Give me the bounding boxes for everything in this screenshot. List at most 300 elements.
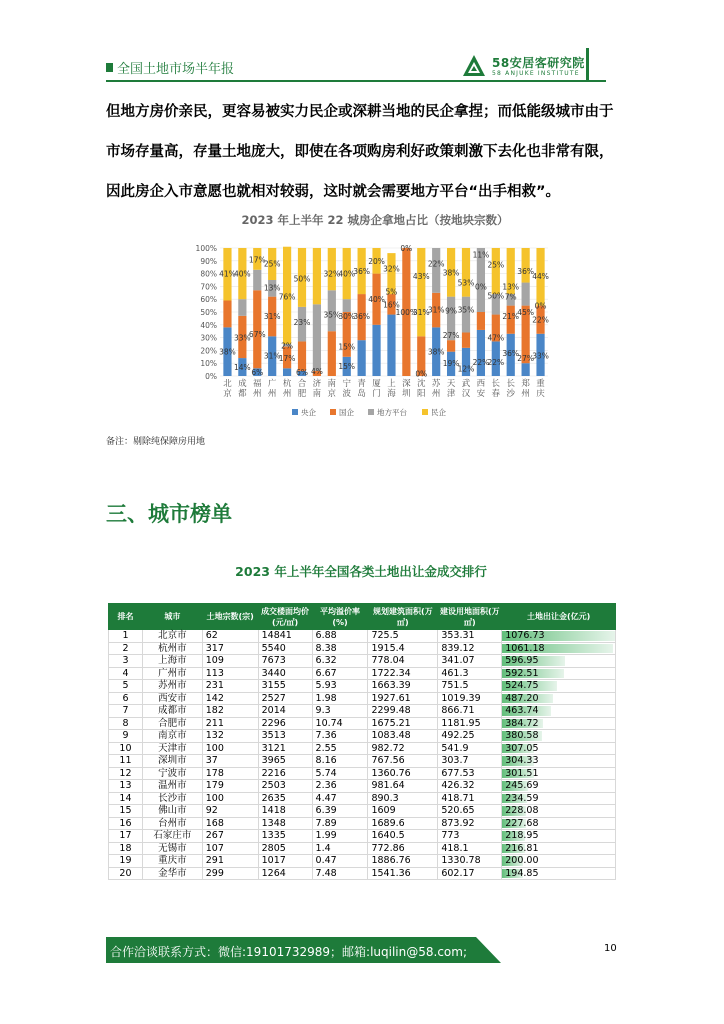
data-label: 40% xyxy=(368,295,385,305)
data-label: 33% xyxy=(234,333,251,343)
table-cell: 873.92 xyxy=(438,817,502,830)
data-label: 50% xyxy=(487,291,505,301)
table-cell: 299 xyxy=(202,867,258,880)
table-cell: 杭州市 xyxy=(142,642,202,655)
data-label: 36% xyxy=(517,267,534,277)
table-cell: 1.98 xyxy=(312,692,368,705)
cell-value: 301.51 xyxy=(505,767,539,779)
header-square-icon xyxy=(106,63,113,72)
table-cell: 10 xyxy=(109,742,143,755)
y-tick-label: 60% xyxy=(200,295,217,305)
table-cell: 5.93 xyxy=(312,680,368,693)
table-cell: 金华市 xyxy=(142,867,202,880)
table-cell xyxy=(502,767,616,780)
column-header: 城市 xyxy=(142,604,202,630)
table-cell: 492.25 xyxy=(438,730,502,743)
table-cell: 982.72 xyxy=(368,742,438,755)
x-tick-label: 京 xyxy=(223,389,232,399)
data-label: 14% xyxy=(234,363,251,373)
ranking-table xyxy=(108,603,616,880)
data-label: 40% xyxy=(234,269,251,279)
cell-value: 1061.18 xyxy=(505,642,545,654)
x-tick-label: 武 xyxy=(461,379,471,389)
table-cell: 15 xyxy=(109,805,143,818)
data-label: 41% xyxy=(219,269,236,279)
table-cell: 317 xyxy=(202,642,258,655)
table-cell: 1330.78 xyxy=(438,855,502,868)
x-tick-label: 济 xyxy=(312,379,322,389)
table-cell: 10.74 xyxy=(312,717,368,730)
table-cell: 7673 xyxy=(258,655,312,668)
table-cell: 772.86 xyxy=(368,842,438,855)
table-cell xyxy=(502,655,616,668)
table-cell xyxy=(502,680,616,693)
x-tick-label: 波 xyxy=(342,389,351,399)
table-cell: 211 xyxy=(202,717,258,730)
cell-value: 380.58 xyxy=(505,730,539,742)
column-header: 排名 xyxy=(109,604,143,630)
table-cell xyxy=(502,842,616,855)
table-cell: 14 xyxy=(109,792,143,805)
cell-value: 218.95 xyxy=(505,830,539,842)
table-cell: 677.53 xyxy=(438,767,502,780)
table-cell: 751.5 xyxy=(438,680,502,693)
x-tick-label: 福 xyxy=(253,379,262,389)
legend-label: 地方平台 xyxy=(377,408,407,417)
bar-segment xyxy=(432,248,440,293)
table-cell: 109 xyxy=(202,655,258,668)
table-cell: 3440 xyxy=(258,667,312,680)
table-cell: 20 xyxy=(109,867,143,880)
header-title: 全国土地市场半年报 xyxy=(117,62,235,77)
table-header-row xyxy=(109,604,616,630)
data-label: 31% xyxy=(263,351,281,361)
table-cell: 1663.39 xyxy=(368,680,438,693)
x-tick-label: 长 xyxy=(506,379,515,389)
data-label: 0% xyxy=(400,244,413,253)
cell-value: 304.33 xyxy=(505,755,539,767)
table-cell: 1915.4 xyxy=(368,642,438,655)
x-tick-label: 沈 xyxy=(417,379,426,389)
x-tick-label: 苏 xyxy=(431,379,441,389)
chart-note: 备注：剔除纯保障房用地 xyxy=(106,437,206,447)
x-tick-label: 安 xyxy=(476,389,486,399)
table-cell: 宁波市 xyxy=(142,767,202,780)
table-cell: 1360.76 xyxy=(368,767,438,780)
table-cell xyxy=(502,742,616,755)
table-row xyxy=(109,630,616,643)
table-row xyxy=(109,817,616,830)
table-cell: 6.39 xyxy=(312,805,368,818)
x-tick-label: 都 xyxy=(238,389,247,399)
table-cell: 2635 xyxy=(258,792,312,805)
table-cell: 1348 xyxy=(258,817,312,830)
data-label: 38% xyxy=(427,347,445,357)
data-label: 25% xyxy=(487,260,505,270)
data-label: 36% xyxy=(353,267,370,277)
x-tick-label: 深 xyxy=(402,379,411,389)
column-header: 土地出让金(亿元) xyxy=(502,604,616,630)
table-cell: 上海市 xyxy=(142,655,202,668)
data-label: 13% xyxy=(502,282,520,292)
legend-swatch xyxy=(422,409,428,415)
x-tick-label: 海 xyxy=(387,389,396,399)
table-cell: 1019.39 xyxy=(438,692,502,705)
data-label: 13% xyxy=(263,283,281,293)
data-label: 67% xyxy=(248,329,266,339)
table-row xyxy=(109,792,616,805)
data-label: 17% xyxy=(278,354,296,364)
table-cell: 4.47 xyxy=(312,792,368,805)
table-cell: 6.88 xyxy=(312,630,368,643)
column-header: 建设用地面积(万㎡) xyxy=(438,604,502,630)
table-cell xyxy=(502,692,616,705)
data-label: 23% xyxy=(293,318,311,328)
table-cell: 苏州市 xyxy=(142,680,202,693)
x-tick-label: 春 xyxy=(491,389,501,399)
table-cell: 866.71 xyxy=(438,705,502,718)
table-cell: 1722.34 xyxy=(368,667,438,680)
table-cell: 92 xyxy=(202,805,258,818)
table-cell: 37 xyxy=(202,755,258,768)
table-cell: 1017 xyxy=(258,855,312,868)
bar-segment xyxy=(253,270,261,290)
table-cell: 1264 xyxy=(258,867,312,880)
data-label: 16% xyxy=(383,300,400,310)
table-cell: 6.67 xyxy=(312,667,368,680)
legend-swatch xyxy=(368,409,374,415)
table-cell: 341.07 xyxy=(438,655,502,668)
bar-segment xyxy=(462,332,470,347)
table-cell: 981.64 xyxy=(368,780,438,793)
table-cell: 成都市 xyxy=(142,705,202,718)
bar-segment xyxy=(462,297,470,333)
table-cell xyxy=(502,755,616,768)
data-label: 35% xyxy=(457,305,475,315)
data-label: 44% xyxy=(532,272,549,282)
table-row xyxy=(109,842,616,855)
table-cell: 16 xyxy=(109,817,143,830)
table-cell: 231 xyxy=(202,680,258,693)
data-label: 2% xyxy=(281,341,294,351)
x-tick-label: 合 xyxy=(297,379,307,389)
chart-title: 2023 年上半年 22 城房企拿地占比（按地块宗数） xyxy=(241,213,509,227)
table-cell: 2296 xyxy=(258,717,312,730)
table-cell: 2.55 xyxy=(312,742,368,755)
table-cell: 石家庄市 xyxy=(142,830,202,843)
cell-value: 194.85 xyxy=(505,867,539,879)
table-cell: 1689.6 xyxy=(368,817,438,830)
table-cell: 0.47 xyxy=(312,855,368,868)
x-tick-label: 天 xyxy=(446,379,456,389)
x-tick-label: 宁 xyxy=(342,379,351,389)
bar-segment xyxy=(522,363,530,376)
data-label: 31% xyxy=(263,311,281,321)
page-number: 10 xyxy=(604,943,617,954)
table-cell: 5.74 xyxy=(312,767,368,780)
logo-triangle-icon xyxy=(462,54,486,78)
x-tick-label: 重 xyxy=(536,379,545,389)
data-label: 20% xyxy=(368,256,385,266)
logo xyxy=(462,52,612,82)
x-tick-label: 南 xyxy=(312,389,322,399)
table-cell: 2805 xyxy=(258,842,312,855)
x-tick-label: 州 xyxy=(267,389,277,399)
y-tick-label: 30% xyxy=(200,333,217,343)
data-label: 38% xyxy=(442,268,460,278)
table-cell: 8.16 xyxy=(312,755,368,768)
table-cell: 267 xyxy=(202,830,258,843)
y-tick-label: 20% xyxy=(200,346,217,356)
table-cell xyxy=(502,805,616,818)
x-tick-label: 州 xyxy=(253,389,262,399)
table-row xyxy=(109,767,616,780)
table-cell: 2014 xyxy=(258,705,312,718)
data-label: 22% xyxy=(472,357,490,367)
table-cell: 1181.95 xyxy=(438,717,502,730)
table-cell: 291 xyxy=(202,855,258,868)
data-label: 25% xyxy=(263,259,281,269)
logo-name: 58安居客研究院 xyxy=(492,56,585,70)
table-cell: 1640.5 xyxy=(368,830,438,843)
table-cell: 5 xyxy=(109,680,143,693)
table-cell: 418.71 xyxy=(438,792,502,805)
data-label: 32% xyxy=(383,264,400,274)
column-header: 土地宗数(宗) xyxy=(202,604,258,630)
x-tick-label: 阳 xyxy=(417,389,426,399)
y-tick-label: 90% xyxy=(200,256,217,266)
table-cell: 4 xyxy=(109,667,143,680)
data-label: 35% xyxy=(323,310,341,320)
table-row xyxy=(109,642,616,655)
bar-segment xyxy=(462,248,470,297)
x-tick-label: 州 xyxy=(521,389,530,399)
table-cell xyxy=(502,867,616,880)
table-cell: 179 xyxy=(202,780,258,793)
table-cell: 温州市 xyxy=(142,780,202,793)
table-cell: 1541.36 xyxy=(368,867,438,880)
y-tick-label: 80% xyxy=(200,269,217,279)
table-cell: 3513 xyxy=(258,730,312,743)
table-cell: 13 xyxy=(109,780,143,793)
table-cell: 9.3 xyxy=(312,705,368,718)
table-cell: 6 xyxy=(109,692,143,705)
table-row xyxy=(109,730,616,743)
table-cell: 1886.76 xyxy=(368,855,438,868)
data-label: 40% xyxy=(338,269,356,279)
x-tick-label: 州 xyxy=(282,389,292,399)
data-label: 38% xyxy=(219,347,236,357)
table-cell xyxy=(502,730,616,743)
table-row xyxy=(109,680,616,693)
stacked-bar-chart xyxy=(190,208,560,423)
table-cell: 113 xyxy=(202,667,258,680)
table-cell: 2503 xyxy=(258,780,312,793)
data-label: 31% xyxy=(427,305,445,315)
table-cell: 台州市 xyxy=(142,817,202,830)
table-cell: 广州市 xyxy=(142,667,202,680)
data-label: 6% xyxy=(251,368,264,378)
x-tick-label: 南 xyxy=(327,379,337,389)
data-label: 0% xyxy=(534,301,547,311)
x-tick-label: 京 xyxy=(327,389,337,399)
table-cell: 767.56 xyxy=(368,755,438,768)
y-tick-label: 0% xyxy=(205,372,217,381)
table-cell: 无锡市 xyxy=(142,842,202,855)
data-label: 19% xyxy=(442,359,460,369)
data-label: 0% xyxy=(474,282,487,292)
x-tick-label: 州 xyxy=(431,389,441,399)
cell-value: 463.74 xyxy=(505,705,539,717)
data-label: 100% xyxy=(395,308,418,317)
table-row xyxy=(109,692,616,705)
table-cell xyxy=(502,717,616,730)
bar-segment xyxy=(358,340,366,376)
table-cell: 19 xyxy=(109,855,143,868)
data-label: 4% xyxy=(310,366,323,376)
data-label: 32% xyxy=(323,269,341,279)
x-tick-label: 厦 xyxy=(372,379,381,389)
bar-segment xyxy=(313,248,321,304)
table-row xyxy=(109,705,616,718)
data-label: 6% xyxy=(296,368,308,378)
data-label: 0% xyxy=(415,369,428,379)
table-cell: 8 xyxy=(109,717,143,730)
table-cell: 深圳市 xyxy=(142,755,202,768)
table-cell: 1 xyxy=(109,630,143,643)
table-row xyxy=(109,867,616,880)
x-tick-label: 青 xyxy=(357,379,366,389)
data-label: 17% xyxy=(248,255,266,265)
data-label: 22% xyxy=(487,357,505,367)
data-label: 7% xyxy=(504,292,517,302)
header-vertical-bar xyxy=(586,48,589,80)
data-label: 31% xyxy=(412,308,430,317)
table-cell: 725.5 xyxy=(368,630,438,643)
table-cell: 7.89 xyxy=(312,817,368,830)
x-tick-label: 北 xyxy=(223,379,232,389)
bar-segment xyxy=(372,325,380,376)
table-cell: 890.3 xyxy=(368,792,438,805)
x-tick-label: 西 xyxy=(476,379,486,389)
bar-segment xyxy=(492,248,500,294)
y-tick-label: 100% xyxy=(195,244,217,253)
data-label: 50% xyxy=(293,274,311,284)
table-cell: 6.32 xyxy=(312,655,368,668)
table-cell: 2216 xyxy=(258,767,312,780)
table-cell: 1335 xyxy=(258,830,312,843)
cell-value: 384.72 xyxy=(505,717,539,729)
x-tick-label: 门 xyxy=(372,389,381,399)
table-cell: 541.9 xyxy=(438,742,502,755)
bar-segment xyxy=(223,300,231,327)
bar-segment xyxy=(522,248,530,283)
data-label: 22% xyxy=(427,259,445,269)
table-cell: 3121 xyxy=(258,742,312,755)
table-row xyxy=(109,667,616,680)
table-cell: 132 xyxy=(202,730,258,743)
cell-value: 216.81 xyxy=(505,842,539,854)
table-cell: 142 xyxy=(202,692,258,705)
data-label: 11% xyxy=(472,250,490,260)
table-cell: 7 xyxy=(109,705,143,718)
table-cell: 3155 xyxy=(258,680,312,693)
table-cell xyxy=(502,780,616,793)
footer-contact: 合作洽谈联系方式：微信:19101732989；邮箱:luqilin@58.com; xyxy=(110,945,467,959)
table-cell: 426.32 xyxy=(438,780,502,793)
table-cell: 520.65 xyxy=(438,805,502,818)
table-cell: 重庆市 xyxy=(142,855,202,868)
bar-segment xyxy=(313,304,321,371)
table-cell: 303.7 xyxy=(438,755,502,768)
x-tick-label: 广 xyxy=(267,379,277,389)
bar-segment xyxy=(328,331,336,376)
data-label: 47% xyxy=(487,333,505,343)
table-cell: 18 xyxy=(109,842,143,855)
table-cell: 9 xyxy=(109,730,143,743)
table-cell: 100 xyxy=(202,792,258,805)
x-tick-label: 郑 xyxy=(521,379,530,389)
table-cell xyxy=(502,855,616,868)
table-row xyxy=(109,780,616,793)
bar-segment xyxy=(238,299,246,316)
cell-value: 1076.73 xyxy=(505,630,545,642)
data-label: 36% xyxy=(353,311,370,321)
legend-label: 央企 xyxy=(301,408,316,417)
y-tick-label: 50% xyxy=(200,308,217,317)
table-cell: 11 xyxy=(109,755,143,768)
x-tick-label: 上 xyxy=(387,379,396,389)
cell-value: 307.05 xyxy=(505,742,539,754)
table-cell: 14841 xyxy=(258,630,312,643)
data-label: 15% xyxy=(338,361,356,371)
data-label: 36% xyxy=(502,348,520,358)
x-tick-label: 岛 xyxy=(357,389,366,399)
table-cell: 2527 xyxy=(258,692,312,705)
column-header: 规划建筑面积(万㎡) xyxy=(368,604,438,630)
data-label: 15% xyxy=(338,342,356,352)
legend-label: 民企 xyxy=(431,408,446,417)
table-cell: 8.38 xyxy=(312,642,368,655)
bar-segment xyxy=(343,299,351,312)
table-cell: 12 xyxy=(109,767,143,780)
y-tick-label: 10% xyxy=(200,359,217,369)
table-cell xyxy=(502,642,616,655)
table-cell: 773 xyxy=(438,830,502,843)
table-cell xyxy=(502,667,616,680)
table-cell xyxy=(502,817,616,830)
x-tick-label: 肥 xyxy=(297,389,307,399)
table-cell: 5540 xyxy=(258,642,312,655)
table-cell: 西安市 xyxy=(142,692,202,705)
x-tick-label: 汉 xyxy=(461,389,471,399)
cell-value: 592.51 xyxy=(505,667,539,679)
table-row xyxy=(109,717,616,730)
column-header: 成交楼面均价(元/㎡) xyxy=(258,604,312,630)
data-label: 53% xyxy=(457,278,475,288)
table-cell: 1418 xyxy=(258,805,312,818)
bar-segment xyxy=(447,340,455,352)
bar-segment xyxy=(298,341,306,370)
table-cell: 2299.48 xyxy=(368,705,438,718)
data-label: 21% xyxy=(502,311,520,321)
table-row xyxy=(109,830,616,843)
page-header xyxy=(106,48,616,88)
x-tick-label: 成 xyxy=(238,379,247,389)
table-cell: 7.48 xyxy=(312,867,368,880)
table-row xyxy=(109,742,616,755)
x-tick-label: 杭 xyxy=(282,379,292,389)
